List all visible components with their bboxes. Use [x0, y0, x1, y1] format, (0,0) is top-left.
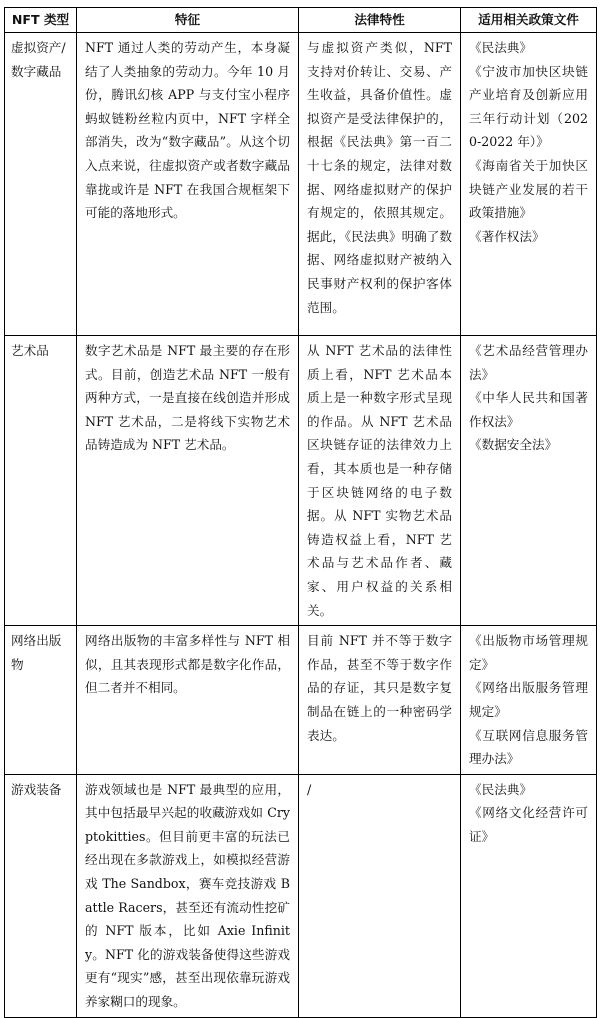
legal-cell: 目前 NFT 并不等于数字作品，甚至不等于数字作品的存证，其只是数字复制品在链上的一种密码学表达。	[299, 626, 461, 775]
table-row	[5, 626, 597, 775]
policy-item: 《著作权法》	[469, 228, 545, 244]
policy-item: 《数据安全法》	[469, 437, 558, 453]
policy-item: 《海南省关于加快区块链产业发展的若干政策措施》	[469, 157, 588, 221]
header-nft-type: NFT 类型	[5, 8, 77, 33]
nft-type-cell: 虚拟资产/数字藏品	[5, 33, 77, 336]
policies-cell	[461, 774, 597, 1017]
header-row	[5, 8, 597, 33]
policy-item: 《网络出版服务管理规定》	[469, 680, 588, 719]
policy-item: 《互联网信息服务管理办法》	[469, 727, 588, 767]
feature-cell: 游戏领域也是 NFT 最典型的应用，其中包括最早兴起的收藏游戏如 Cryptokitties。但目前更丰富的玩法已经出现在多款游戏上，如模拟经营游戏 The Sandbox，赛车竞技游戏 Battle Racers，甚至还有流动性挖矿的 NFT 版本，比如 Axie Infinity。NFT 化的游戏装备使得这些游戏更有“现实”感，甚至出现依靠玩游戏养家糊口的现象。	[77, 774, 299, 1017]
legal-cell: /	[299, 774, 461, 1017]
legal-cell: 从 NFT 艺术品的法律性质上看，NFT 艺术品本质上是一种数字形式呈现的作品。从 NFT 艺术品区块链存证的法律效力上看，其本质也是一种存储于区块链网络的电子数据。从 NFT 实物艺术品铸造权益上看，NFT 艺术品与艺术品作者、藏家、用户权益的关系相关。	[299, 336, 461, 626]
header-legal: 法律特性	[299, 8, 461, 33]
policies-cell	[461, 336, 597, 626]
table-row	[5, 33, 597, 336]
feature-cell: NFT 通过人类的劳动产生，本身凝结了人类抽象的劳动力。今年 10 月份，腾讯幻核 APP 与支付宝小程序蚂蚁链粉丝粒内页中，NFT 字样全部消失，改为“数字藏品”。从这个切入点来说，往虚拟资产或者数字藏品靠拢或许是 NFT 在我国合规框架下可能的落地形式。	[77, 33, 299, 336]
nft-type-cell: 网络出版物	[5, 626, 77, 775]
legal-cell: 与虚拟资产类似，NFT 支持对价转让、交易、产生收益，具备价值性。虚拟资产是受法律保护的，根据《民法典》第一百二十七条的规定，法律对数据、网络虚拟财产的保护有规定的，依照其规定。据此，《民法典》明确了数据、网络虚拟财产被纳入民事财产权利的保护客体范围。	[299, 33, 461, 336]
policies-cell	[461, 33, 597, 336]
policies-cell	[461, 626, 597, 775]
nft-policy-table	[4, 7, 597, 1018]
feature-cell: 网络出版物的丰富多样性与 NFT 相似，且其表现形式都是数字化作品，但二者并不相同。	[77, 626, 299, 775]
policy-item: 《出版物市场管理规定》	[469, 633, 588, 672]
nft-type-cell: 游戏装备	[5, 774, 77, 1017]
policy-item: 《中华人民共和国著作权法》	[469, 390, 588, 429]
policy-item: 《民法典》	[469, 781, 532, 797]
header-feature: 特征	[77, 8, 299, 33]
table-row	[5, 336, 597, 626]
policy-item: 《民法典》	[469, 40, 532, 55]
table-row	[5, 774, 597, 1017]
policy-item: 《宁波市加快区块链产业培育及创新应用三年行动计划（2020-2022 年）》	[469, 63, 588, 150]
policy-item: 《艺术品经营管理办法》	[469, 343, 588, 382]
policy-item: 《网络文化经营许可证》	[469, 805, 588, 844]
nft-type-cell: 艺术品	[5, 336, 77, 626]
feature-cell: 数字艺术品是 NFT 最主要的存在形式。目前，创造艺术品 NFT 一般有两种方式，一是直接在线创造并形成 NFT 艺术品，二是将线下实物艺术品铸造成为 NFT 艺术品。	[77, 336, 299, 626]
header-policies: 适用相关政策文件	[461, 8, 597, 33]
